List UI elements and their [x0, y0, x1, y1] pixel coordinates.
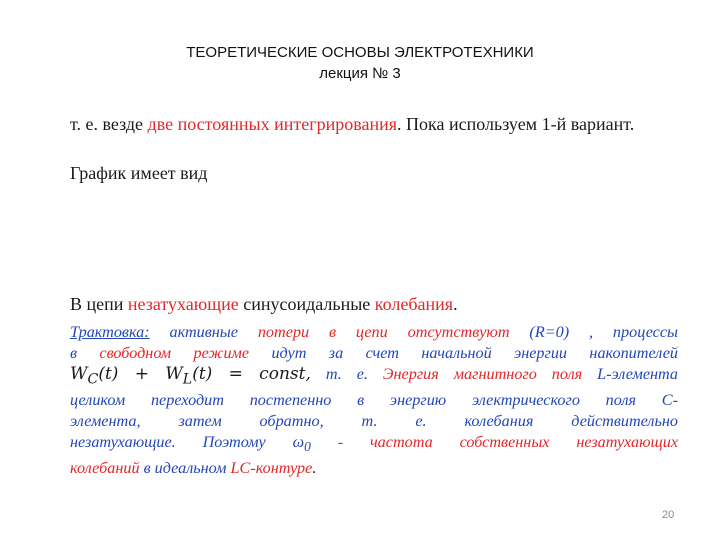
highlight-segment: отсутствуют	[407, 323, 510, 341]
text-segment: синусоидальные	[238, 294, 375, 314]
page-number: 20	[662, 509, 675, 521]
text-segment: незатухающие. Поэтому ω	[70, 433, 305, 452]
energy-formula	[70, 364, 311, 388]
highlight-segment: Энергия магнитного поля	[382, 365, 583, 383]
text-segment: . Пока используем 1-й вариант.	[397, 114, 635, 134]
highlight-segment: колебания	[374, 294, 454, 314]
highlight-segment: свободном режиме	[99, 344, 250, 362]
interp-line	[70, 458, 678, 479]
highlight-segment: интегрирования	[274, 114, 398, 134]
highlight-segment: LC-контуре	[230, 458, 313, 477]
text-segment	[388, 323, 408, 341]
formula-subscript: C	[87, 371, 99, 388]
omega-subscript: 0	[304, 439, 311, 455]
paragraph-graph-intro	[70, 163, 682, 184]
text-segment: идут за счет начальной энергии накопителей	[249, 344, 678, 362]
text-segment: целиком переходит постепенно в энергию электрического поля	[70, 391, 637, 410]
highlight-segment: незатухающие	[127, 294, 239, 314]
interp-line	[70, 432, 678, 457]
formula-part: W	[70, 364, 88, 384]
highlight-segment: колебаний	[70, 458, 140, 477]
text-segment: В цепи	[70, 294, 128, 314]
header-subtitle: лекция № 3	[319, 65, 401, 82]
highlight-segment: потери в цепи	[257, 323, 388, 341]
text-segment: т. е. везде	[70, 114, 148, 134]
text-segment: (R=0) , процессы	[509, 323, 678, 341]
formula-part: (t) = const,	[192, 364, 311, 384]
paragraph-constants	[70, 114, 682, 135]
text-segment: C-	[636, 391, 678, 410]
interp-line	[70, 322, 678, 343]
header-title: ТЕОРЕТИЧЕСКИЕ ОСНОВЫ ЭЛЕКТРОТЕХНИКИ	[186, 44, 534, 61]
formula-part: (t) + W	[98, 364, 183, 384]
interp-line	[70, 411, 678, 432]
interp-line	[70, 390, 678, 411]
text-segment: т. е.	[310, 365, 383, 383]
text-segment: График имеет вид	[70, 163, 208, 183]
interp-line	[70, 343, 678, 364]
interp-label: Трактовка:	[70, 323, 150, 341]
formula-subscript: L	[182, 371, 193, 388]
text-segment: в идеальном	[139, 458, 231, 477]
text-segment: элемента, затем обратно, т. е. колебания действительно	[70, 412, 678, 431]
slide-header	[0, 44, 720, 82]
highlight-segment: - частота собственных незатухающих	[310, 433, 678, 452]
text-segment: L-элемента	[582, 365, 679, 383]
text-segment: активные	[149, 323, 258, 341]
text-segment: .	[453, 294, 458, 314]
text-segment: .	[312, 458, 317, 477]
interpretation-block	[70, 322, 678, 479]
interp-line	[70, 364, 678, 390]
highlight-segment: две постоянных	[147, 114, 270, 134]
paragraph-oscillations	[70, 294, 682, 315]
text-segment: в	[70, 344, 100, 362]
